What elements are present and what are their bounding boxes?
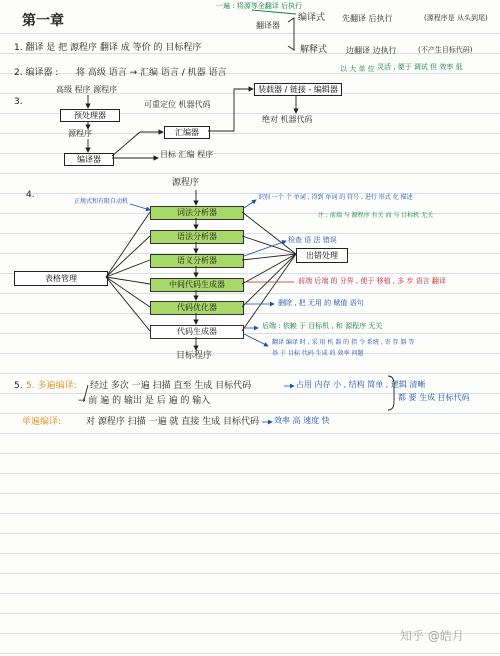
point-4: 4. bbox=[26, 190, 35, 200]
flow3-top-mid: 可重定位 机器代码 bbox=[144, 100, 211, 109]
compile-label: 编译式 bbox=[298, 13, 326, 23]
box-preprocessor: 预处理器 bbox=[60, 109, 120, 122]
note-lex-pre: 正规式和有限自动机 bbox=[74, 198, 129, 205]
flow4-target: 目标程序 bbox=[176, 351, 213, 361]
top-note: 一遍 : 将源等全翻译 后执行 bbox=[216, 2, 303, 10]
flow3-mid: 源程序 bbox=[68, 129, 92, 138]
watermark: 知乎 @皓月 bbox=[400, 629, 464, 643]
point-1: 1. 翻译 是 把 源程序 翻译 成 等价 的 目标程序 bbox=[14, 43, 202, 53]
phase-ir-gen: 中间代码生成器 bbox=[150, 278, 244, 292]
phase-optimizer: 代码优化器 bbox=[150, 301, 244, 315]
explain-note2: 灵活 , 便于 调试 但 效率 低 bbox=[377, 63, 463, 71]
note-codegen-2: 基 于 目标 代码 生成 的 效率 问题 bbox=[272, 350, 364, 357]
point-5-text2: → 前 遍 的 输出 是 后 遍 的 输入 bbox=[78, 396, 211, 406]
box-compiler: 编译器 bbox=[64, 153, 114, 166]
compile-paren: (源程序是 从头到尾) bbox=[424, 14, 488, 22]
box-assembler: 汇编器 bbox=[164, 126, 210, 139]
point-6-text: 对 源程序 扫描 一遍 就 直接 生成 目标代码 bbox=[86, 417, 260, 427]
flow4-source: 源程序 bbox=[172, 178, 200, 188]
flow3-top-left: 高级 程序 源程序 bbox=[56, 85, 118, 94]
explain-note1: 以 大 单 位 bbox=[340, 65, 375, 73]
note-lex: 识别 一个 个 单词 , 得到 单词 的 符号 , 进行 形式 化 描述 bbox=[258, 194, 413, 201]
flow3-right-out: 绝对 机器代码 bbox=[262, 115, 313, 124]
note-frontend: 注 : 前端 与 源程序 有关 而 与 目标机 无关 bbox=[318, 212, 434, 219]
note-codegen-1: 翻译 编译 时 , 采 用 机 器 的 指 令 系统 , 寄 存 器 等 bbox=[272, 339, 415, 346]
note-ir: 前端 后端 的 分界 , 便于 移植 , 多 步 语言 翻译 bbox=[298, 277, 446, 285]
single-pass-pros: 效率 高 速度 快 bbox=[274, 416, 330, 425]
phase-parser: 语法分析器 bbox=[150, 230, 244, 244]
explain-paren: (不产生目标代码) bbox=[418, 46, 473, 54]
box-loader-linker: 装载器 / 链接 - 编辑器 bbox=[254, 83, 342, 96]
explain-label: 解释式 bbox=[300, 45, 328, 55]
box-error-handling: 出错处理 bbox=[296, 248, 348, 263]
point-6-label: 单遍编译: bbox=[22, 417, 62, 427]
point-2-label: 2. 编译器 : bbox=[14, 68, 59, 78]
point-5-number: 5. bbox=[14, 381, 23, 391]
multi-pass-pros: 占用 内存 小 , 结构 简单 , 逻辑 清晰 bbox=[296, 380, 426, 389]
phase-lexer: 词法分析器 bbox=[150, 206, 244, 220]
bracket-note: 都 要 生成 目标代码 bbox=[398, 393, 470, 402]
point-3: 3. bbox=[14, 97, 23, 107]
note-semantic: 检查 语 法 错误 bbox=[288, 236, 337, 244]
phase-semantic: 语义分析器 bbox=[150, 254, 244, 268]
note-backend: 后端 : 依赖 于 目标机 , 和 源程序 无关 bbox=[262, 322, 383, 330]
compile-desc: 先翻译 后执行 bbox=[342, 14, 393, 23]
point-5-label: 5. 多遍编译: bbox=[26, 381, 77, 391]
point-5-text: 经过 多次 一遍 扫描 直至 生成 目标代码 bbox=[90, 381, 252, 391]
explain-desc: 边翻译 边执行 bbox=[346, 46, 397, 55]
translator-word: 翻译器 bbox=[256, 21, 280, 30]
flow3-bottom-out: 目标 汇编 程序 bbox=[160, 150, 214, 159]
box-table-management: 表格管理 bbox=[14, 271, 108, 286]
note-optimizer: 删除 , 把 无用 的 赋值 语句 bbox=[278, 299, 364, 307]
point-2-text: 将 高级 语言 → 汇编 语言 / 机器 语言 bbox=[76, 68, 227, 78]
phase-codegen: 代码生成器 bbox=[150, 325, 244, 339]
chapter-title: 第一章 bbox=[22, 13, 64, 29]
